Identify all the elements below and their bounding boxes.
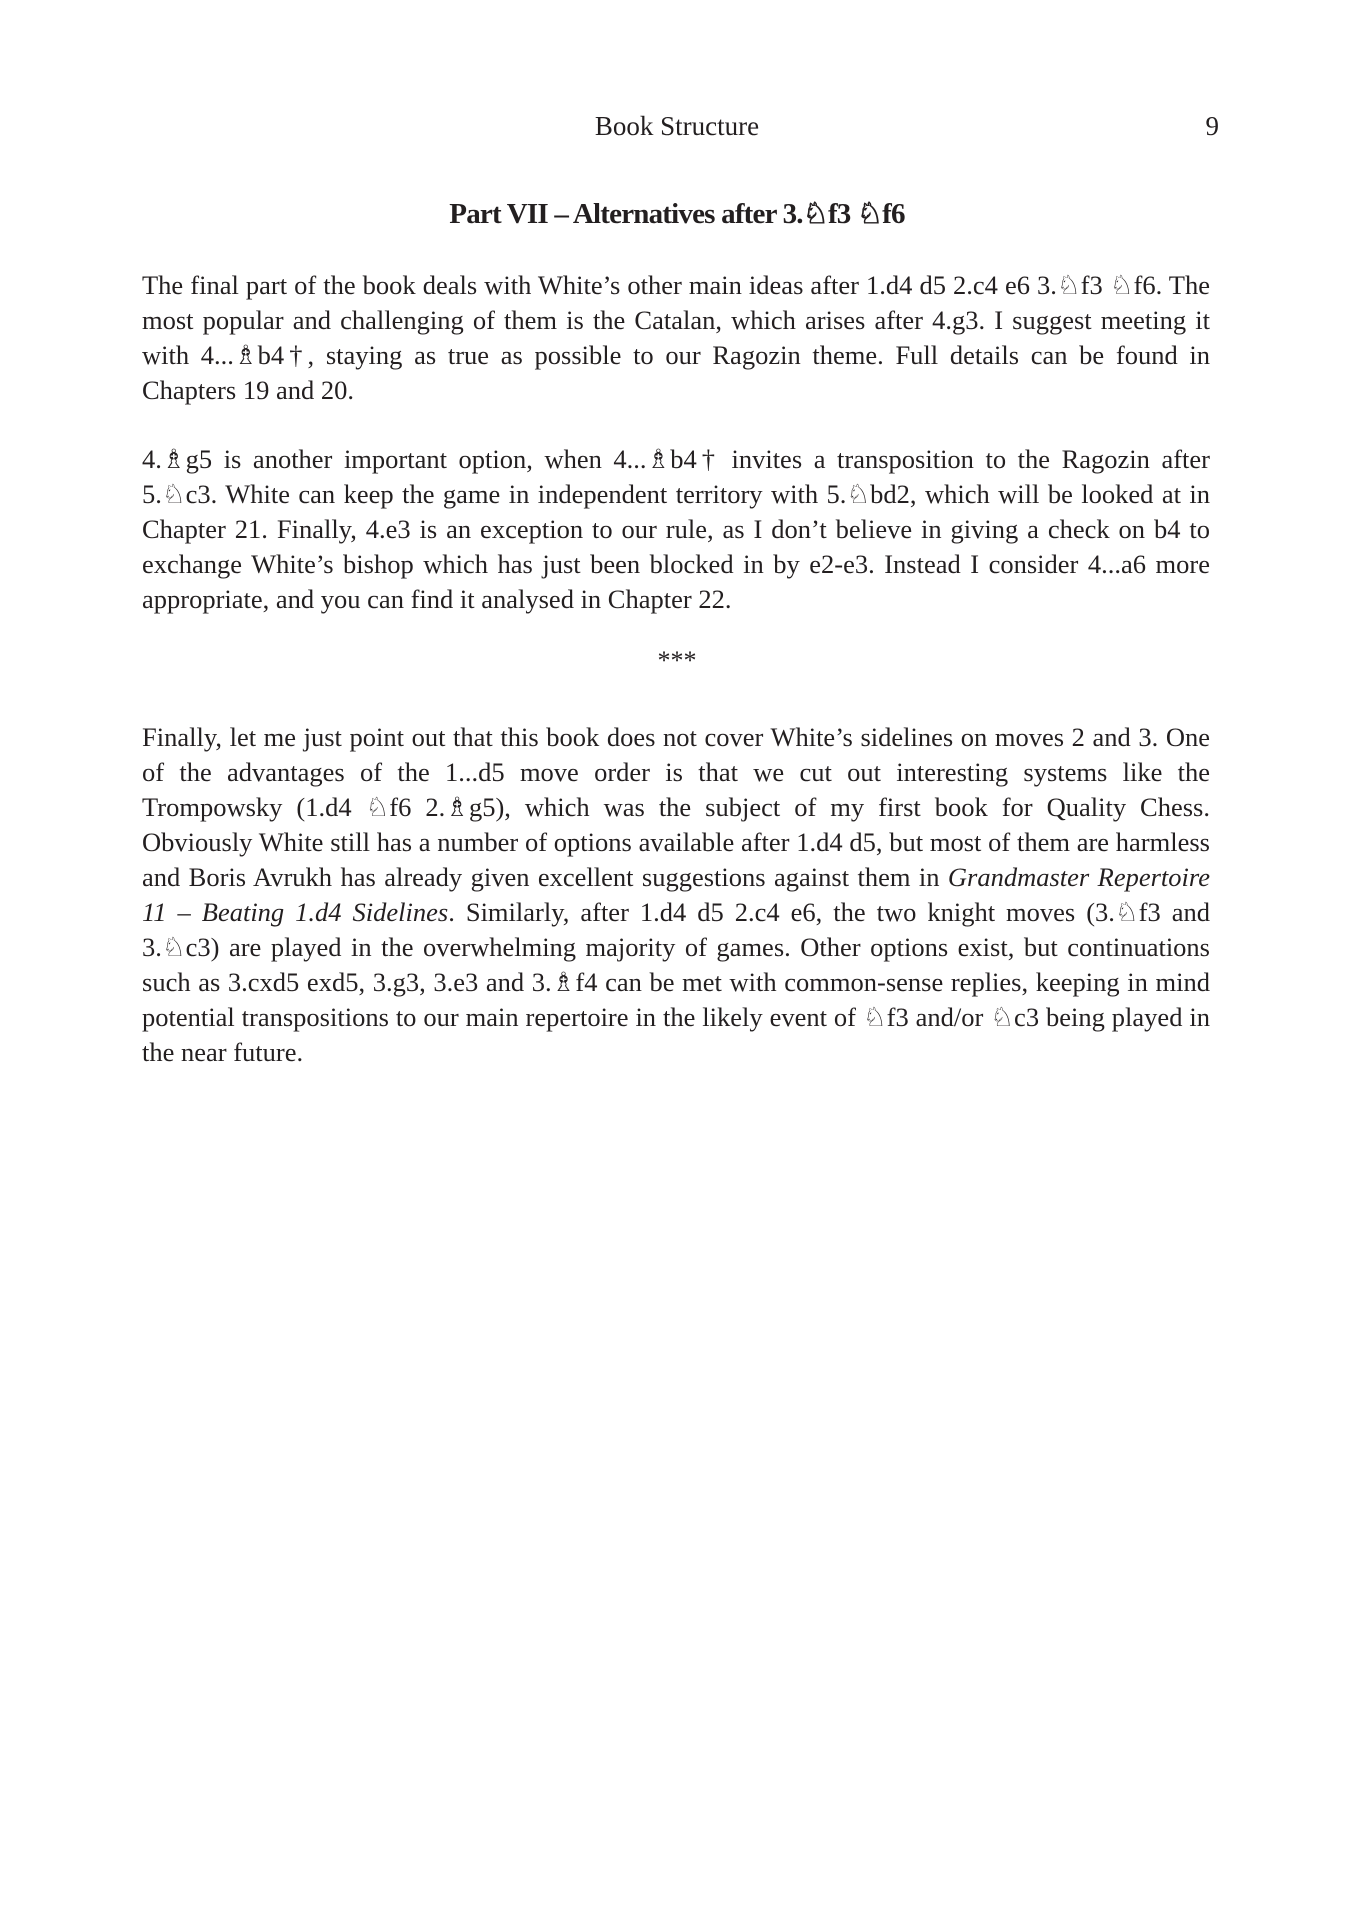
running-head — [0, 108, 1354, 144]
paragraph-sidelines-text-start: Finally, let me just point out that this book does not cover White’s sidelines on moves 2 and 3. One of the advantages of the 1...d5 move order is that we cut out interesting systems like the Trompowsky (1.d4 ♘f6 2.♗g5), which was the subject of my first book for Quality Chess. Obviously White still has a number of options available after 1.d4 d5, but most of them are harmless and Boris Avrukh has already given excellent suggestions against them in — [142, 722, 1210, 892]
part-heading: Part VII – Alternatives after 3.♘f3 ♘f6 — [449, 198, 905, 230]
paragraph-sidelines-text-end: . Similarly, after 1.d4 d5 2.c4 e6, the two knight moves (3.♘f3 and 3.♘c3) are played in the overwhelming majority of games. Other options exist, but continuations such as 3.cxd5 exd5, 3.g3, 3.e3 and 3.♗f4 can be met with common-sense replies, keeping in mind potential transpositions to our main repertoire in the likely event of ♘f3 and/or ♘c3 being played in the near future. — [142, 897, 1210, 1067]
page-number: 9 — [1205, 111, 1219, 141]
paragraph-bishop-g5: 4.♗g5 is another important option, when 4...♗b4† invites a transposition to the Ragozin after 5.♘c3. White can keep the game in independent territory with 5.♘bd2, which will be looked at in Chapter 21. Finally, 4.e3 is an exception to our rule, as I don’t believe in giving a check on b4 to exchange White’s bishop which has just been blocked in by e2-e3. Instead I consider 4...a6 more appropriate, and you can find it analysed in Chapter 22. — [142, 444, 1210, 614]
book-title-reference: Grandmaster Repertoire 11 – Beating 1.d4 Sidelines — [142, 862, 1210, 927]
running-title: Book Structure — [594, 111, 760, 141]
paragraph-sidelines — [142, 720, 1210, 1070]
section-separator: *** — [657, 646, 697, 675]
paragraph-catalan: The final part of the book deals with White’s other main ideas after 1.d4 d5 2.c4 e6 3.♘f3 ♘f6. The most popular and challenging of them is the Catalan, which arises after 4.g3. I suggest meeting it with 4...♗b4†, staying as true as possible to our Ragozin theme. Full details can be found in Chapters 19 and 20. — [142, 270, 1210, 405]
